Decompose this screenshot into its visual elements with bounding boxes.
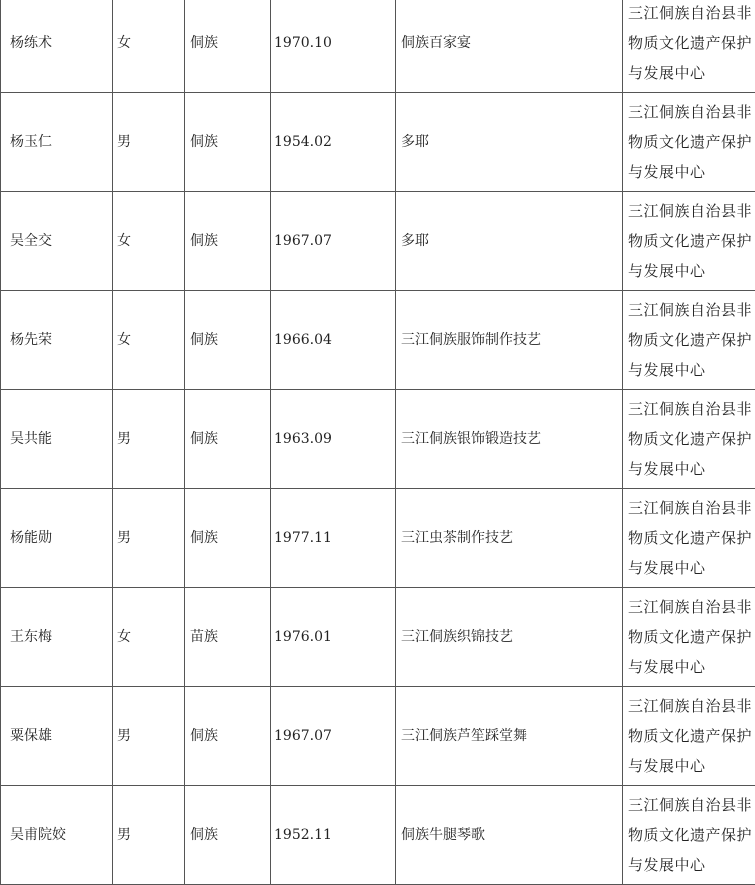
unit-line: 与发展中心 [628,850,755,880]
unit-line: 与发展中心 [628,355,755,385]
project-cell: 侗族牛腿琴歌 [396,786,623,885]
sex-cell: 男 [113,390,185,489]
project-cell: 侗族百家宴 [396,0,623,93]
name-cell: 吴共能 [1,390,113,489]
birth-date-cell: 1970.10 [271,0,396,93]
sex-cell: 男 [113,786,185,885]
ethnicity-cell: 侗族 [185,192,271,291]
name-cell: 杨练术 [1,0,113,93]
unit-line: 物质文化遗产保护 [628,820,755,850]
unit-line: 物质文化遗产保护 [628,28,755,58]
unit-line: 物质文化遗产保护 [628,325,755,355]
unit-line: 三江侗族自治县非 [628,493,755,523]
table-row [1,291,755,390]
name-cell: 杨先荣 [1,291,113,390]
birth-date-cell: 1952.11 [271,786,396,885]
name-cell: 吴全交 [1,192,113,291]
sex-cell: 女 [113,0,185,93]
unit-line: 与发展中心 [628,256,755,286]
ethnicity-cell: 侗族 [185,0,271,93]
project-cell: 三江侗族织锦技艺 [396,588,623,687]
sex-cell: 男 [113,687,185,786]
birth-date-cell: 1977.11 [271,489,396,588]
name-cell: 杨能勋 [1,489,113,588]
unit-cell [623,192,755,291]
unit-line: 物质文化遗产保护 [628,127,755,157]
project-cell: 三江侗族服饰制作技艺 [396,291,623,390]
unit-line: 物质文化遗产保护 [628,721,755,751]
name-cell: 粟保雄 [1,687,113,786]
table-row [1,0,755,93]
unit-cell [623,588,755,687]
unit-line: 物质文化遗产保护 [628,226,755,256]
unit-cell [623,291,755,390]
name-cell: 王东梅 [1,588,113,687]
name-cell: 杨玉仁 [1,93,113,192]
unit-line: 三江侗族自治县非 [628,97,755,127]
unit-line: 与发展中心 [628,58,755,88]
project-cell: 三江侗族芦笙踩堂舞 [396,687,623,786]
unit-cell [623,786,755,885]
unit-line: 与发展中心 [628,751,755,781]
birth-date-cell: 1954.02 [271,93,396,192]
sex-cell: 男 [113,489,185,588]
ethnicity-cell: 侗族 [185,687,271,786]
table-body [1,0,755,885]
unit-cell [623,390,755,489]
unit-line: 物质文化遗产保护 [628,424,755,454]
table-row [1,390,755,489]
table-row [1,192,755,291]
unit-line: 三江侗族自治县非 [628,196,755,226]
ethnicity-cell: 侗族 [185,93,271,192]
unit-line: 与发展中心 [628,157,755,187]
table-row [1,687,755,786]
unit-cell [623,687,755,786]
birth-date-cell: 1976.01 [271,588,396,687]
name-cell: 吴甫院姣 [1,786,113,885]
unit-cell [623,0,755,93]
table-row [1,489,755,588]
unit-line: 三江侗族自治县非 [628,0,755,28]
unit-line: 与发展中心 [628,454,755,484]
unit-line: 三江侗族自治县非 [628,394,755,424]
unit-cell [623,489,755,588]
unit-line: 物质文化遗产保护 [628,622,755,652]
sex-cell: 男 [113,93,185,192]
project-cell: 三江侗族银饰锻造技艺 [396,390,623,489]
sex-cell: 女 [113,291,185,390]
project-cell: 多耶 [396,93,623,192]
table-row [1,786,755,885]
unit-line: 三江侗族自治县非 [628,295,755,325]
unit-cell [623,93,755,192]
birth-date-cell: 1967.07 [271,192,396,291]
sex-cell: 女 [113,192,185,291]
birth-date-cell: 1966.04 [271,291,396,390]
project-cell: 多耶 [396,192,623,291]
birth-date-cell: 1967.07 [271,687,396,786]
ethnicity-cell: 侗族 [185,786,271,885]
project-cell: 三江虫茶制作技艺 [396,489,623,588]
unit-line: 与发展中心 [628,652,755,682]
table-row [1,588,755,687]
unit-line: 物质文化遗产保护 [628,523,755,553]
unit-line: 三江侗族自治县非 [628,691,755,721]
ethnicity-cell: 侗族 [185,390,271,489]
birth-date-cell: 1963.09 [271,390,396,489]
unit-line: 三江侗族自治县非 [628,790,755,820]
ethnicity-cell: 侗族 [185,291,271,390]
ethnicity-cell: 苗族 [185,588,271,687]
table-row [1,93,755,192]
unit-line: 与发展中心 [628,553,755,583]
sex-cell: 女 [113,588,185,687]
ethnicity-cell: 侗族 [185,489,271,588]
unit-line: 三江侗族自治县非 [628,592,755,622]
